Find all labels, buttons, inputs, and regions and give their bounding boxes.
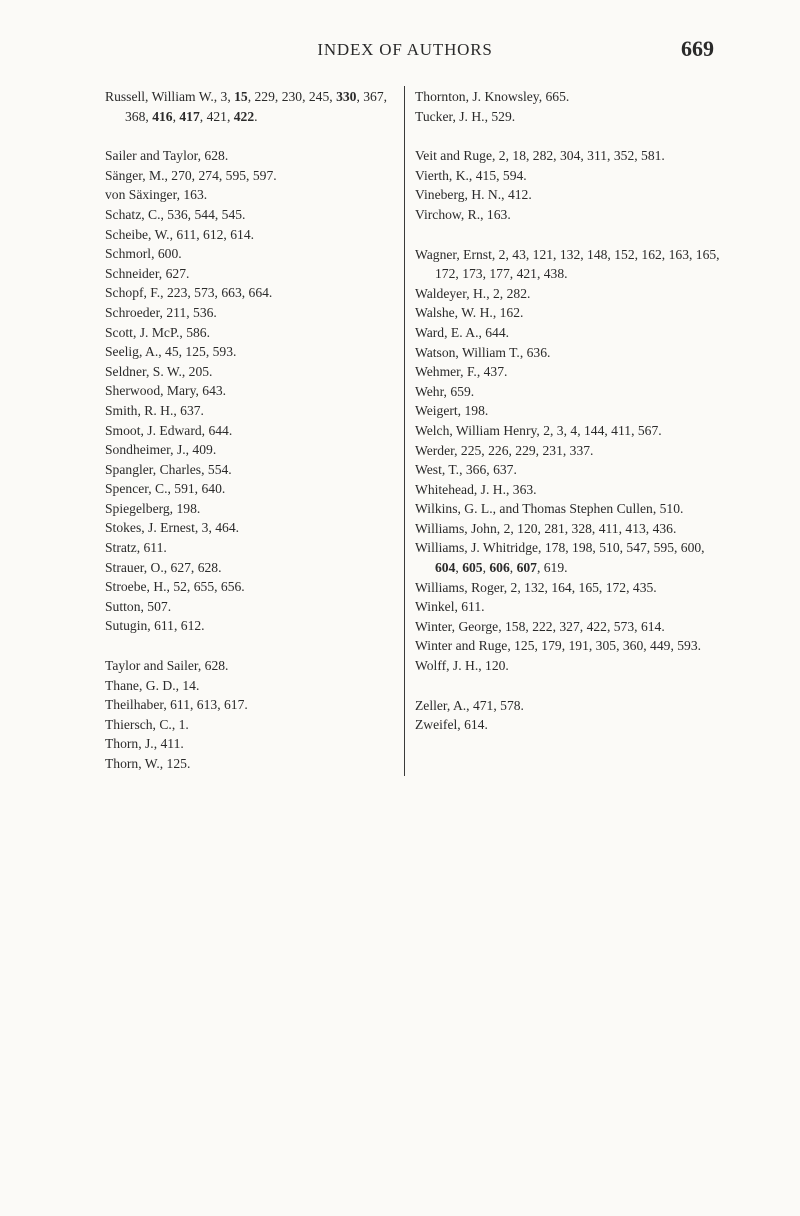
index-entry: Seelig, A., 45, 125, 593.	[105, 344, 237, 360]
index-entry: Sailer and Taylor, 628.	[105, 148, 229, 164]
group-spacer	[415, 126, 730, 146]
index-entry: Virchow, R., 163.	[415, 206, 511, 222]
index-entry: Wagner, Ernst, 2, 43, 121, 132, 148, 152, 162, 163, 165, 172, 173, 177, 421, 438.	[415, 246, 720, 282]
index-entry: Stratz, 611.	[105, 540, 167, 556]
index-entry: Sherwood, Mary, 643.	[105, 383, 227, 399]
index-entry: Wehr, 659.	[415, 383, 475, 399]
index-entry: Ward, E. A., 644.	[415, 324, 510, 340]
right-column	[404, 87, 730, 735]
index-entry: Wilkins, G. L., and Thomas Stephen Cullen, 510.	[415, 501, 684, 517]
index-entry: von Säxinger, 163.	[105, 187, 208, 203]
index-entry: Waldeyer, H., 2, 282.	[415, 285, 531, 301]
index-entry: Wehmer, F., 437.	[415, 364, 508, 380]
index-entry: Watson, William T., 636.	[415, 344, 551, 360]
index-entry: Thorn, J., 411.	[105, 736, 184, 752]
index-entry: Whitehead, J. H., 363.	[415, 481, 537, 497]
index-entry: Thane, G. D., 14.	[105, 677, 200, 693]
index-entry: Stokes, J. Ernest, 3, 464.	[105, 520, 240, 536]
index-entry: Williams, J. Whitridge, 178, 198, 510, 547, 595, 600, 604, 605, 606, 607, 619.	[415, 540, 705, 576]
index-entry: Smith, R. H., 637.	[105, 402, 204, 418]
index-entry: Thornton, J. Knowsley, 665.	[415, 89, 570, 104]
index-entry: Schopf, F., 223, 573, 663, 664.	[105, 285, 273, 301]
index-entry: Stroebe, H., 52, 655, 656.	[105, 579, 245, 595]
index-entry: Spiegelberg, 198.	[105, 500, 201, 516]
index-entry: Winter and Ruge, 125, 179, 191, 305, 360, 449, 593.	[415, 638, 702, 654]
index-entry: Russell, William W., 3, 15, 229, 230, 245, 330, 367, 368, 416, 417, 421, 422.	[105, 89, 388, 124]
running-title: INDEX OF AUTHORS	[317, 40, 493, 59]
index-entry: Schmorl, 600.	[105, 246, 182, 262]
index-entry: Schroeder, 211, 536.	[105, 304, 217, 320]
left-column	[105, 87, 405, 774]
index-entry: Schatz, C., 536, 544, 545.	[105, 206, 246, 222]
index-entry: Scott, J. McP., 586.	[105, 324, 210, 340]
index-entry: Winter, George, 158, 222, 327, 422, 573, 614.	[415, 618, 665, 634]
index-entry: Welch, William Henry, 2, 3, 4, 144, 411, 567.	[415, 422, 662, 438]
index-entry: Williams, Roger, 2, 132, 164, 165, 172, 435.	[415, 579, 657, 595]
index-entry: Schneider, 627.	[105, 265, 190, 281]
index-entry: Sondheimer, J., 409.	[105, 442, 217, 458]
index-entry: Thorn, W., 125.	[105, 756, 191, 771]
index-entry: Vierth, K., 415, 594.	[415, 167, 527, 183]
page-header	[96, 38, 714, 62]
index-entry: Zweifel, 614.	[415, 717, 488, 733]
index-entry: Tucker, J. H., 529.	[415, 108, 516, 124]
group-spacer	[105, 126, 405, 146]
index-entry: Theilhaber, 611, 613, 617.	[105, 697, 248, 713]
index-entry: Sutugin, 611, 612.	[105, 618, 205, 634]
index-entry: Sutton, 507.	[105, 598, 172, 614]
page-number: 669	[681, 36, 714, 61]
index-entry: Veit and Ruge, 2, 18, 282, 304, 311, 352, 581.	[415, 148, 665, 164]
index-entry: Taylor and Sailer, 628.	[105, 658, 229, 674]
index-entry: Spencer, C., 591, 640.	[105, 481, 226, 497]
index-entry: Smoot, J. Edward, 644.	[105, 422, 233, 438]
index-entry: Werder, 225, 226, 229, 231, 337.	[415, 442, 594, 458]
index-entry: Seldner, S. W., 205.	[105, 363, 213, 379]
index-entry: Weigert, 198.	[415, 403, 489, 419]
index-entry: Zeller, A., 471, 578.	[415, 697, 524, 713]
index-entry: Scheibe, W., 611, 612, 614.	[105, 226, 255, 242]
index-entry: Winkel, 611.	[415, 599, 485, 615]
index-entry: Sänger, M., 270, 274, 595, 597.	[105, 167, 277, 183]
index-entry: Vineberg, H. N., 412.	[415, 187, 532, 203]
index-entry: Williams, John, 2, 120, 281, 328, 411, 413, 436.	[415, 520, 677, 536]
index-entry: Wolff, J. H., 120.	[415, 658, 509, 674]
index-entry: Strauer, O., 627, 628.	[105, 559, 222, 575]
index-entry: West, T., 366, 637.	[415, 462, 517, 478]
index-entry: Spangler, Charles, 554.	[105, 461, 232, 477]
index-entry: Thiersch, C., 1.	[105, 716, 189, 732]
index-entry: Walshe, W. H., 162.	[415, 305, 524, 321]
group-spacer	[105, 636, 405, 656]
group-spacer	[415, 676, 730, 696]
group-spacer	[415, 225, 730, 245]
